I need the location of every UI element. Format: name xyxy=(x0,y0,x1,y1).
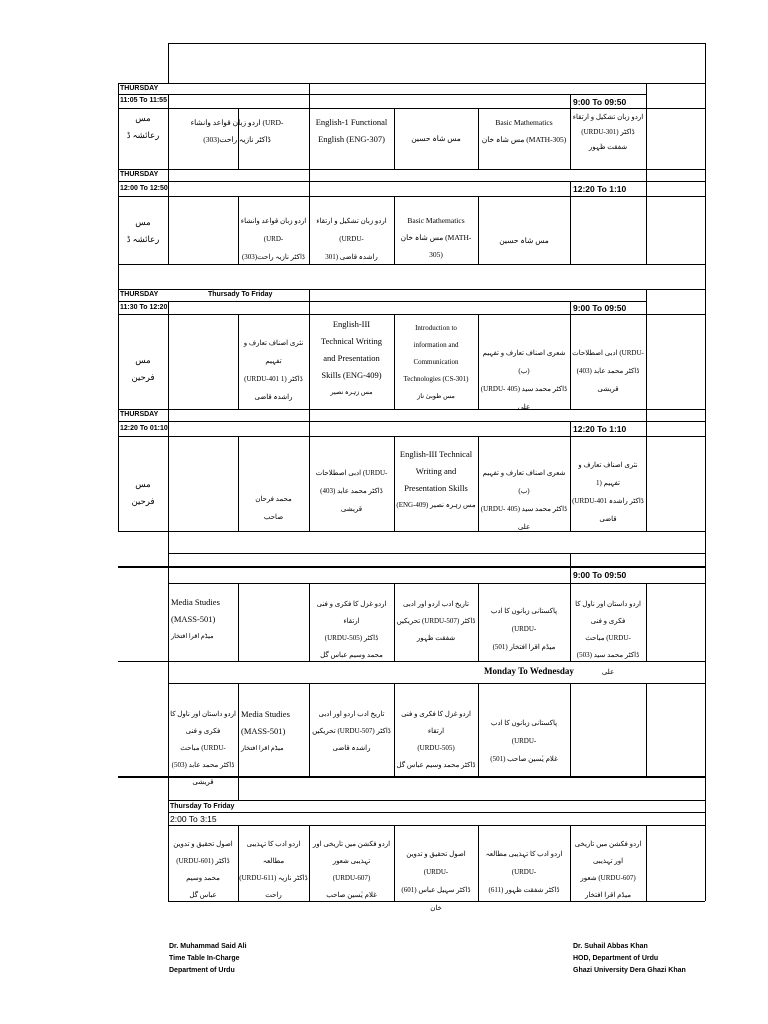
section3-time-left: 11:30 To 12:20 xyxy=(120,304,168,311)
section4-time-left: 12:20 To 01:10 xyxy=(120,425,168,432)
s3-cell-2: نثری اصناف تعارف و تفہیم (URDU-401 1) ڈاکٹر راشدہ قاضی xyxy=(243,339,304,401)
s1-cell-1: مس رعائشہ ڈ xyxy=(126,113,160,140)
s7-cell-3: اردو فکشن میں تاریخی اور تہذیبی شعور (URDU-607) غلام یٰسین صاحب xyxy=(312,840,391,899)
s4-cell-5: شعری اصناف تعارف و تفہیم (ب) (URDU- 405) ڈاکٹر محمد سید علی xyxy=(480,469,568,531)
s4-cell-3: ادبی اصطلاحات (URDU- (403) ڈاکٹر محمد عابد قریشی xyxy=(315,469,388,513)
s1-cell-6: اردو زبان تشکیل و ارتقاء (URDU-301) ڈاکٹر شفقت ظہور xyxy=(572,113,644,151)
s4-cell-6: نثری اصناف تعارف و تفہیم (1 (URDU-401 ڈاکٹر راشدہ قاضی xyxy=(572,461,644,523)
section7-time: 2:00 To 3:15 xyxy=(170,814,217,824)
section1-time-left: 11:05 To 11:55 xyxy=(120,97,167,104)
s6-cell-2: Media Studies (MASS-501) میڈم اقرا افتخار xyxy=(241,709,290,752)
s3-cell-3: English-III Technical Writing and Presentation Skills (ENG-409) مس زہرہ نصیر xyxy=(321,319,382,396)
s6-cell-4: اردو غزل کا فکری و فنی ارتقاء (URDU-505) ڈاکٹر محمد وسیم عباس گل xyxy=(396,710,476,769)
footer-right-signatory: Dr. Suhail Abbas Khan HOD, Department of Urdu Ghazi University Dera Ghazi Khan xyxy=(573,943,686,974)
section3-day: THURSDAY xyxy=(120,291,159,298)
s7-cell-1: اصول تحقیق و تدوین (URDU-601) ڈاکٹر محمد وسیم عباس گل xyxy=(173,840,233,899)
section3-time-right: 9:00 To 09:50 xyxy=(573,303,627,313)
s1-cell-5: Basic Mathematics مس شاہ خان (MATH-305) xyxy=(481,118,567,144)
s5-cell-1: Media Studies (MASS-501) میڈم اقرا افتخار xyxy=(171,597,220,640)
section1-day: THURSDAY xyxy=(120,85,159,92)
s2-cell-4: Basic Mathematics مس شاہ خان (MATH-305) xyxy=(400,216,472,259)
s3-cell-5: شعری اصناف تعارف و تفہیم (ب) (URDU- 405) ڈاکٹر محمد سید علی xyxy=(480,349,568,411)
section4-day: THURSDAY xyxy=(120,411,159,418)
s7-cell-6: اردو فکشن میں تاریخی اور تہذیبی شعور (URDU-607) میڈم اقرا افتخار xyxy=(574,840,642,899)
s5-cell-2: اردو غزل کا فکری و فنی ارتقاء (URDU-505) ڈاکٹر محمد وسیم عباس گل xyxy=(316,600,387,659)
s4-cell-1: مس فرحین xyxy=(131,479,155,506)
s2-cell-3: اردو زبان تشکیل و ارتقاء (URDU- 301) راشدہ قاضی xyxy=(316,217,387,261)
s6-cell-5: پاکستانی زبانوں کا ادب (URDU- (501) غلام یٰسین صاحب xyxy=(490,719,558,763)
footer-left-signatory: Dr. Muhammad Said Ali Time Table In-Charge Department of Urdu xyxy=(169,943,247,974)
s5-cell-5: اردو داستان اور ناول کا فکری و فنی مباحث (URDU- (503) ڈاکٹر محمد سید علی xyxy=(575,600,641,676)
section2-time-right: 12:20 To 1:10 xyxy=(573,184,627,194)
s3-cell-4: Introduction to information and Communication Technologies (CS-301) مس طوبیٰ ناز xyxy=(403,324,469,400)
s4-cell-2: محمد فرحان صاحب xyxy=(255,495,292,521)
section5-time-right: 9:00 To 09:50 xyxy=(573,570,627,580)
section2-day: THURSDAY xyxy=(120,171,159,178)
s3-cell-1: مس فرحین xyxy=(131,355,155,382)
section2-time-left: 12:00 To 12:50 xyxy=(120,185,168,192)
s1-cell-2: اردو زبان قواعد وانشاء (URD- (303)ڈاکٹر نازیہ راحت xyxy=(190,118,284,144)
section1-time-right: 9:00 To 09:50 xyxy=(573,97,627,107)
s3-cell-6: ادبی اصطلاحات (URDU- (403) ڈاکٹر محمد عابد قریشی xyxy=(572,349,644,393)
s1-cell-4: مس شاہ حسین xyxy=(411,134,461,143)
s1-cell-3: English-1 Functional English (ENG-307) xyxy=(315,117,388,144)
section4-time-right: 12:20 To 1:10 xyxy=(573,424,627,434)
s2-cell-1: مس رعائشہ ڈ xyxy=(126,217,160,244)
s7-cell-5: اردو ادب کا تہذیبی مطالعہ (URDU- (611) ڈاکٹر شفقت ظہور xyxy=(485,850,563,894)
s5-cell-4: پاکستانی زبانوں کا ادب (URDU- (501) میڈم اقرا افتخار xyxy=(490,607,558,651)
s4-cell-4: English-III Technical Writing and Presentation Skills (ENG-409) مس زہرہ نصیر xyxy=(396,449,476,509)
s7-cell-4: اصول تحقیق و تدوین (URDU- (601) ڈاکٹر سہیل عباس خان xyxy=(401,850,471,912)
s2-cell-5: مس شاہ حسین xyxy=(499,236,549,245)
s6-cell-1: اردو داستان اور ناول کا فکری و فنی مباحث (URDU- (503) ڈاکٹر محمد عابد قریشی xyxy=(170,710,236,786)
s5-cell-3: تاریخ ادب اردو اور ادبی تحریکیں (URDU-507) ڈاکٹر شفقت ظہور xyxy=(396,600,476,642)
section7-range: Thursday To Friday xyxy=(170,803,235,810)
section6-range: Monday To Wednesday xyxy=(484,666,574,676)
s7-cell-2: اردو ادب کا تہذیبی مطالعہ (URDU-611) ڈاکٹر نازیہ راحت xyxy=(239,840,308,899)
s6-cell-3: تاریخ ادب اردو اور ادبی تحریکیں (URDU-507) ڈاکٹر راشدہ قاضی xyxy=(312,710,391,752)
s2-cell-2: اردو زبان قواعد وانشاء (URD- (303)ڈاکٹر نازیہ راحت xyxy=(240,217,307,261)
section3-range: Thursady To Friday xyxy=(208,291,273,298)
